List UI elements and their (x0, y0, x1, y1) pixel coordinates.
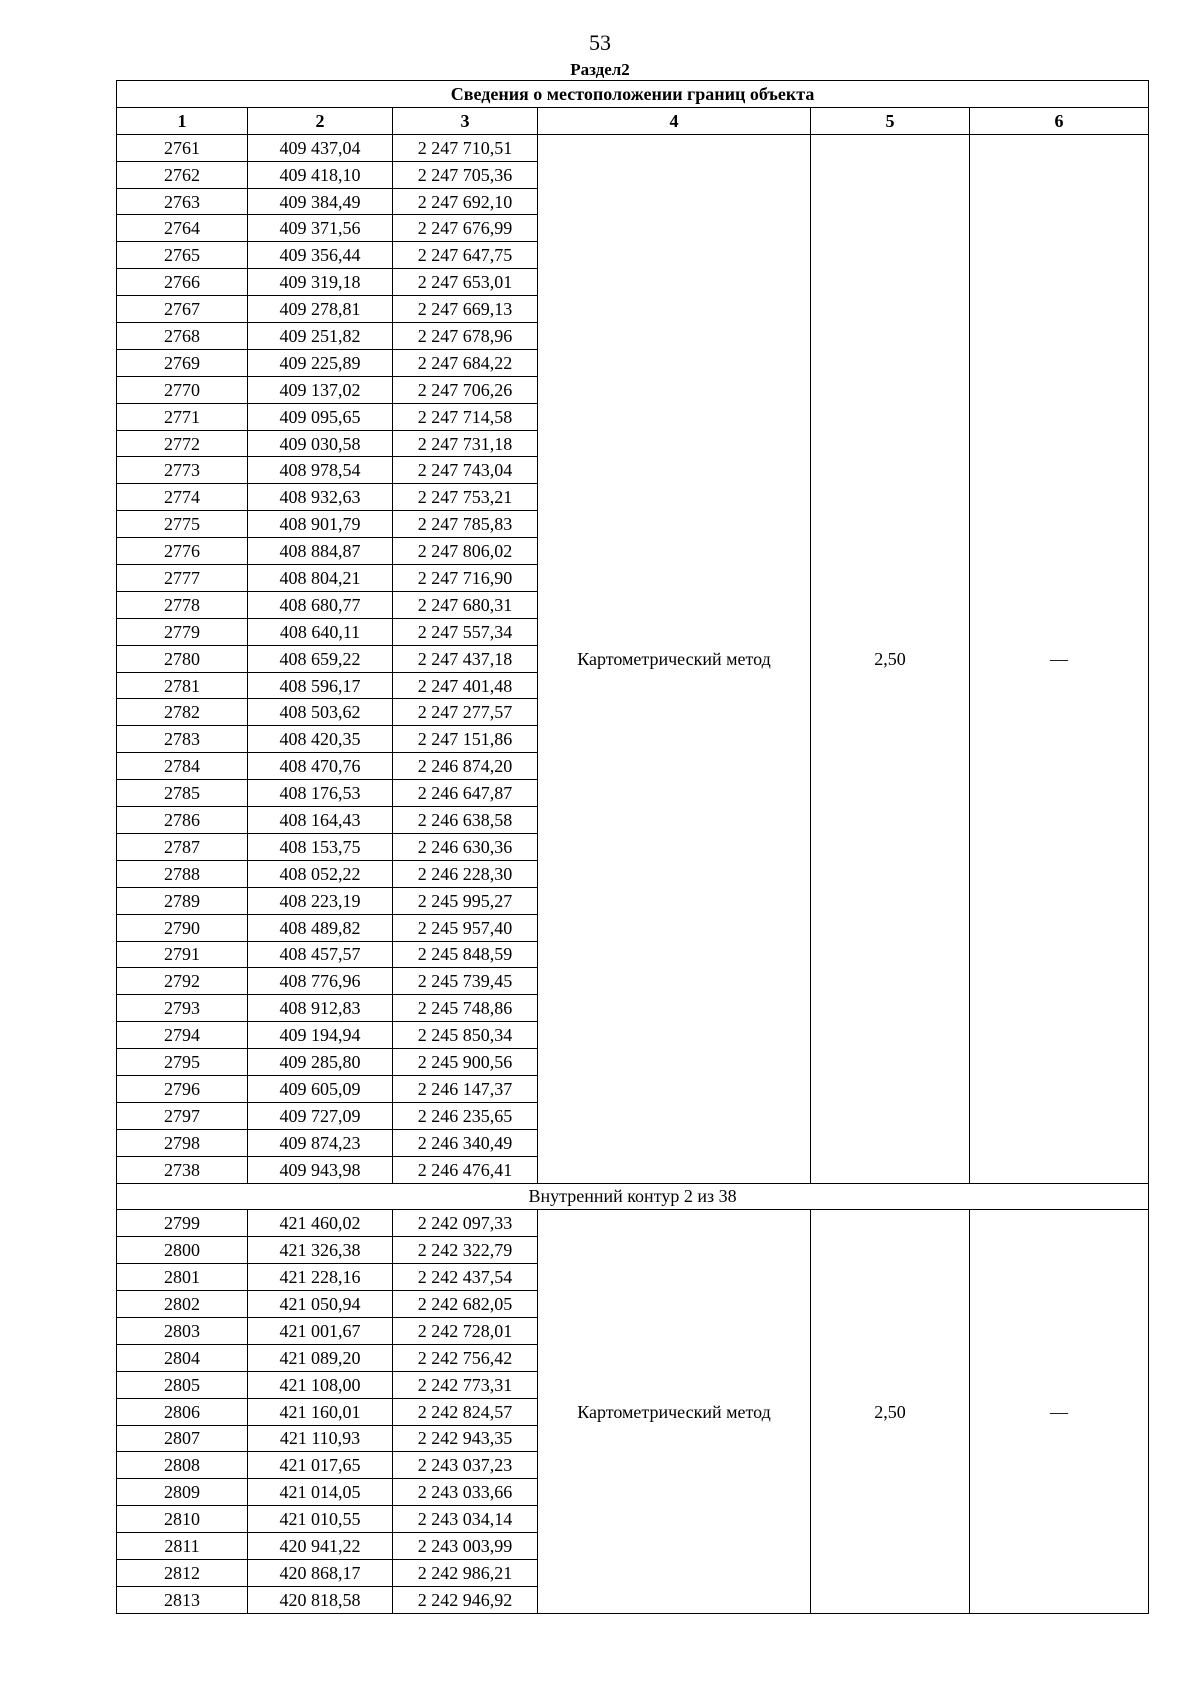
y-coordinate-cell: 2 243 034,14 (393, 1506, 538, 1533)
x-coordinate-cell: 408 223,19 (248, 887, 393, 914)
y-coordinate-cell: 2 247 743,04 (393, 457, 538, 484)
y-coordinate-cell: 2 242 756,42 (393, 1344, 538, 1371)
y-coordinate-cell: 2 242 322,79 (393, 1237, 538, 1264)
x-coordinate-cell: 421 010,55 (248, 1506, 393, 1533)
point-number-cell: 2791 (117, 941, 248, 968)
x-coordinate-cell: 409 278,81 (248, 296, 393, 323)
point-number-cell: 2761 (117, 134, 248, 161)
x-coordinate-cell: 421 228,16 (248, 1264, 393, 1291)
y-coordinate-cell: 2 247 151,86 (393, 726, 538, 753)
x-coordinate-cell: 409 356,44 (248, 242, 393, 269)
x-coordinate-cell: 408 164,43 (248, 807, 393, 834)
y-coordinate-cell: 2 246 630,36 (393, 833, 538, 860)
point-number-cell: 2764 (117, 215, 248, 242)
x-coordinate-cell: 409 605,09 (248, 1075, 393, 1102)
point-number-cell: 2788 (117, 860, 248, 887)
y-coordinate-cell: 2 245 748,86 (393, 995, 538, 1022)
y-coordinate-cell: 2 247 653,01 (393, 269, 538, 296)
point-number-cell: 2773 (117, 457, 248, 484)
x-coordinate-cell: 408 932,63 (248, 484, 393, 511)
column-header: 6 (970, 107, 1149, 134)
point-number-cell: 2810 (117, 1506, 248, 1533)
x-coordinate-cell: 409 137,02 (248, 376, 393, 403)
point-number-cell: 2807 (117, 1425, 248, 1452)
x-coordinate-cell: 408 901,79 (248, 511, 393, 538)
point-number-cell: 2762 (117, 161, 248, 188)
point-number-cell: 2781 (117, 672, 248, 699)
y-coordinate-cell: 2 247 806,02 (393, 538, 538, 565)
point-number-cell: 2780 (117, 645, 248, 672)
point-number-cell: 2771 (117, 403, 248, 430)
table-body (117, 134, 1149, 1613)
y-coordinate-cell: 2 247 437,18 (393, 645, 538, 672)
y-coordinate-cell: 2 247 680,31 (393, 591, 538, 618)
x-coordinate-cell: 409 943,98 (248, 1156, 393, 1183)
y-coordinate-cell: 2 247 753,21 (393, 484, 538, 511)
y-coordinate-cell: 2 246 235,65 (393, 1102, 538, 1129)
point-number-cell: 2774 (117, 484, 248, 511)
point-number-cell: 2785 (117, 780, 248, 807)
y-coordinate-cell: 2 246 228,30 (393, 860, 538, 887)
y-coordinate-cell: 2 247 716,90 (393, 565, 538, 592)
y-coordinate-cell: 2 242 943,35 (393, 1425, 538, 1452)
point-number-cell: 2797 (117, 1102, 248, 1129)
x-coordinate-cell: 409 251,82 (248, 323, 393, 350)
x-coordinate-cell: 421 160,01 (248, 1398, 393, 1425)
y-coordinate-cell: 2 247 705,36 (393, 161, 538, 188)
x-coordinate-cell: 408 052,22 (248, 860, 393, 887)
column6-cell: — (970, 134, 1149, 1183)
point-number-cell: 2798 (117, 1129, 248, 1156)
point-number-cell: 2782 (117, 699, 248, 726)
point-number-cell: 2811 (117, 1533, 248, 1560)
contour-row (117, 1183, 1149, 1210)
x-coordinate-cell: 409 194,94 (248, 1022, 393, 1049)
x-coordinate-cell: 409 371,56 (248, 215, 393, 242)
y-coordinate-cell: 2 247 401,48 (393, 672, 538, 699)
y-coordinate-cell: 2 247 706,26 (393, 376, 538, 403)
y-coordinate-cell: 2 245 850,34 (393, 1022, 538, 1049)
point-number-cell: 2766 (117, 269, 248, 296)
x-coordinate-cell: 408 640,11 (248, 618, 393, 645)
y-coordinate-cell: 2 246 340,49 (393, 1129, 538, 1156)
point-number-cell: 2779 (117, 618, 248, 645)
point-number-cell: 2800 (117, 1237, 248, 1264)
y-coordinate-cell: 2 242 728,01 (393, 1317, 538, 1344)
method-cell: Картометрический метод (538, 1210, 811, 1613)
table-row (117, 134, 1149, 161)
x-coordinate-cell: 421 001,67 (248, 1317, 393, 1344)
x-coordinate-cell: 408 884,87 (248, 538, 393, 565)
caption-row (117, 81, 1149, 108)
point-number-cell: 2776 (117, 538, 248, 565)
y-coordinate-cell: 2 242 682,05 (393, 1291, 538, 1318)
column-header: 2 (248, 107, 393, 134)
point-number-cell: 2813 (117, 1586, 248, 1613)
y-coordinate-cell: 2 247 785,83 (393, 511, 538, 538)
y-coordinate-cell: 2 243 003,99 (393, 1533, 538, 1560)
column-header: 3 (393, 107, 538, 134)
x-coordinate-cell: 408 912,83 (248, 995, 393, 1022)
point-number-cell: 2786 (117, 807, 248, 834)
point-number-cell: 2812 (117, 1559, 248, 1586)
y-coordinate-cell: 2 246 874,20 (393, 753, 538, 780)
point-number-cell: 2799 (117, 1210, 248, 1237)
y-coordinate-cell: 2 246 147,37 (393, 1075, 538, 1102)
point-number-cell: 2805 (117, 1371, 248, 1398)
x-coordinate-cell: 420 868,17 (248, 1559, 393, 1586)
y-coordinate-cell: 2 247 710,51 (393, 134, 538, 161)
y-coordinate-cell: 2 247 277,57 (393, 699, 538, 726)
y-coordinate-cell: 2 245 995,27 (393, 887, 538, 914)
contour-label: Внутренний контур 2 из 38 (117, 1183, 1149, 1210)
point-number-cell: 2769 (117, 349, 248, 376)
x-coordinate-cell: 409 727,09 (248, 1102, 393, 1129)
x-coordinate-cell: 409 319,18 (248, 269, 393, 296)
accuracy-cell: 2,50 (811, 1210, 970, 1613)
x-coordinate-cell: 420 941,22 (248, 1533, 393, 1560)
point-number-cell: 2804 (117, 1344, 248, 1371)
column-header: 1 (117, 107, 248, 134)
y-coordinate-cell: 2 247 676,99 (393, 215, 538, 242)
y-coordinate-cell: 2 245 900,56 (393, 1049, 538, 1076)
column-header: 4 (538, 107, 811, 134)
x-coordinate-cell: 408 659,22 (248, 645, 393, 672)
table-caption: Сведения о местоположении границ объекта (117, 81, 1149, 108)
y-coordinate-cell: 2 242 437,54 (393, 1264, 538, 1291)
x-coordinate-cell: 408 176,53 (248, 780, 393, 807)
point-number-cell: 2765 (117, 242, 248, 269)
y-coordinate-cell: 2 247 684,22 (393, 349, 538, 376)
y-coordinate-cell: 2 245 957,40 (393, 914, 538, 941)
y-coordinate-cell: 2 247 557,34 (393, 618, 538, 645)
point-number-cell: 2789 (117, 887, 248, 914)
y-coordinate-cell: 2 242 986,21 (393, 1559, 538, 1586)
x-coordinate-cell: 421 108,00 (248, 1371, 393, 1398)
x-coordinate-cell: 421 014,05 (248, 1479, 393, 1506)
point-number-cell: 2808 (117, 1452, 248, 1479)
point-number-cell: 2778 (117, 591, 248, 618)
point-number-cell: 2792 (117, 968, 248, 995)
point-number-cell: 2795 (117, 1049, 248, 1076)
y-coordinate-cell: 2 245 848,59 (393, 941, 538, 968)
x-coordinate-cell: 408 978,54 (248, 457, 393, 484)
x-coordinate-cell: 408 596,17 (248, 672, 393, 699)
method-cell: Картометрический метод (538, 134, 811, 1183)
point-number-cell: 2803 (117, 1317, 248, 1344)
y-coordinate-cell: 2 246 638,58 (393, 807, 538, 834)
page-number: 53 (589, 30, 611, 55)
x-coordinate-cell: 408 420,35 (248, 726, 393, 753)
column6-cell: — (970, 1210, 1149, 1613)
header-row (117, 107, 1149, 134)
x-coordinate-cell: 409 874,23 (248, 1129, 393, 1156)
point-number-cell: 2768 (117, 323, 248, 350)
x-coordinate-cell: 421 089,20 (248, 1344, 393, 1371)
point-number-cell: 2777 (117, 565, 248, 592)
x-coordinate-cell: 409 095,65 (248, 403, 393, 430)
y-coordinate-cell: 2 243 037,23 (393, 1452, 538, 1479)
x-coordinate-cell: 408 503,62 (248, 699, 393, 726)
boundary-table (116, 80, 1149, 1614)
point-number-cell: 2806 (117, 1398, 248, 1425)
y-coordinate-cell: 2 247 692,10 (393, 188, 538, 215)
x-coordinate-cell: 421 050,94 (248, 1291, 393, 1318)
point-number-cell: 2772 (117, 430, 248, 457)
section-title: Раздел2 (570, 60, 630, 79)
column-header: 5 (811, 107, 970, 134)
y-coordinate-cell: 2 247 714,58 (393, 403, 538, 430)
y-coordinate-cell: 2 242 946,92 (393, 1586, 538, 1613)
x-coordinate-cell: 408 804,21 (248, 565, 393, 592)
point-number-cell: 2770 (117, 376, 248, 403)
point-number-cell: 2790 (117, 914, 248, 941)
x-coordinate-cell: 421 017,65 (248, 1452, 393, 1479)
x-coordinate-cell: 421 326,38 (248, 1237, 393, 1264)
x-coordinate-cell: 408 776,96 (248, 968, 393, 995)
y-coordinate-cell: 2 242 824,57 (393, 1398, 538, 1425)
x-coordinate-cell: 420 818,58 (248, 1586, 393, 1613)
x-coordinate-cell: 409 285,80 (248, 1049, 393, 1076)
x-coordinate-cell: 409 225,89 (248, 349, 393, 376)
x-coordinate-cell: 408 489,82 (248, 914, 393, 941)
y-coordinate-cell: 2 247 678,96 (393, 323, 538, 350)
point-number-cell: 2767 (117, 296, 248, 323)
y-coordinate-cell: 2 247 647,75 (393, 242, 538, 269)
point-number-cell: 2809 (117, 1479, 248, 1506)
point-number-cell: 2796 (117, 1075, 248, 1102)
y-coordinate-cell: 2 247 731,18 (393, 430, 538, 457)
table-row (117, 1210, 1149, 1237)
y-coordinate-cell: 2 242 097,33 (393, 1210, 538, 1237)
accuracy-cell: 2,50 (811, 134, 970, 1183)
y-coordinate-cell: 2 246 476,41 (393, 1156, 538, 1183)
y-coordinate-cell: 2 246 647,87 (393, 780, 538, 807)
x-coordinate-cell: 409 030,58 (248, 430, 393, 457)
x-coordinate-cell: 409 384,49 (248, 188, 393, 215)
x-coordinate-cell: 408 680,77 (248, 591, 393, 618)
point-number-cell: 2793 (117, 995, 248, 1022)
y-coordinate-cell: 2 242 773,31 (393, 1371, 538, 1398)
point-number-cell: 2763 (117, 188, 248, 215)
point-number-cell: 2794 (117, 1022, 248, 1049)
x-coordinate-cell: 421 110,93 (248, 1425, 393, 1452)
point-number-cell: 2738 (117, 1156, 248, 1183)
point-number-cell: 2802 (117, 1291, 248, 1318)
point-number-cell: 2784 (117, 753, 248, 780)
x-coordinate-cell: 421 460,02 (248, 1210, 393, 1237)
x-coordinate-cell: 409 437,04 (248, 134, 393, 161)
y-coordinate-cell: 2 247 669,13 (393, 296, 538, 323)
x-coordinate-cell: 408 470,76 (248, 753, 393, 780)
y-coordinate-cell: 2 245 739,45 (393, 968, 538, 995)
point-number-cell: 2801 (117, 1264, 248, 1291)
point-number-cell: 2787 (117, 833, 248, 860)
y-coordinate-cell: 2 243 033,66 (393, 1479, 538, 1506)
x-coordinate-cell: 409 418,10 (248, 161, 393, 188)
point-number-cell: 2775 (117, 511, 248, 538)
point-number-cell: 2783 (117, 726, 248, 753)
x-coordinate-cell: 408 457,57 (248, 941, 393, 968)
x-coordinate-cell: 408 153,75 (248, 833, 393, 860)
